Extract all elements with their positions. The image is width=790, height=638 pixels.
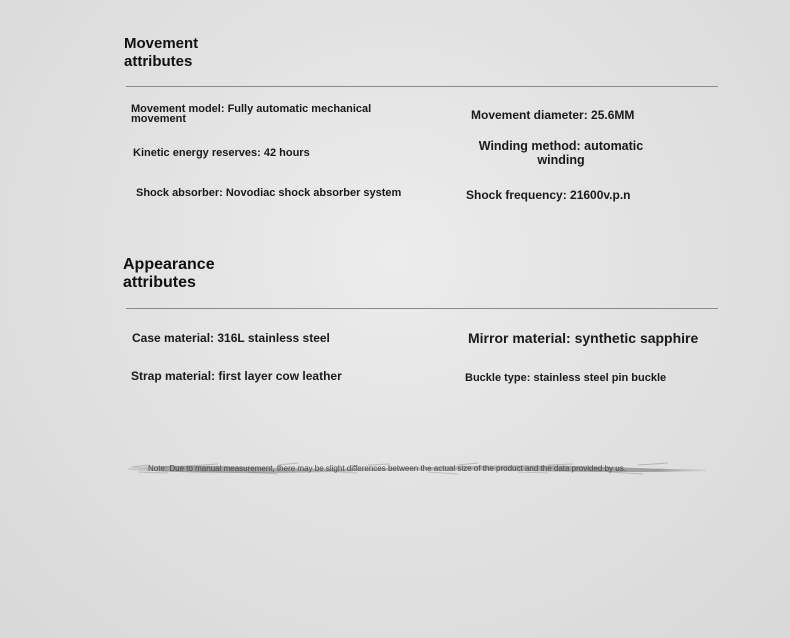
mirror-material-attr: Mirror material: synthetic sapphire [468,330,699,346]
buckle-type-attr: Buckle type: stainless steel pin buckle [465,372,667,384]
appearance-section-title: Appearance attributes [123,256,215,291]
measurement-note-bar [128,461,706,475]
winding-method-attr: Winding method: automatic winding [478,139,644,167]
kinetic-energy-attr: Kinetic energy reserves: 42 hours [133,147,310,159]
movement-section-title: Movement attributes [124,35,199,70]
strap-material-attr: Strap material: first layer cow leather [131,369,342,383]
movement-diameter-attr: Movement diameter: 25.6MM [471,108,635,122]
movement-divider [126,86,718,87]
case-material-attr: Case material: 316L stainless steel [132,331,330,345]
movement-model-attr: Movement model: Fully automatic mechanical movement [131,103,372,125]
measurement-note: Note: Due to manual measurement, there may be slight differences between the actual size of the product and the data provided by us. [148,464,626,473]
shock-frequency-attr: Shock frequency: 21600v.p.n [466,188,631,202]
shock-absorber-attr: Shock absorber: Novodiac shock absorber system [136,187,402,199]
appearance-divider [126,308,718,309]
